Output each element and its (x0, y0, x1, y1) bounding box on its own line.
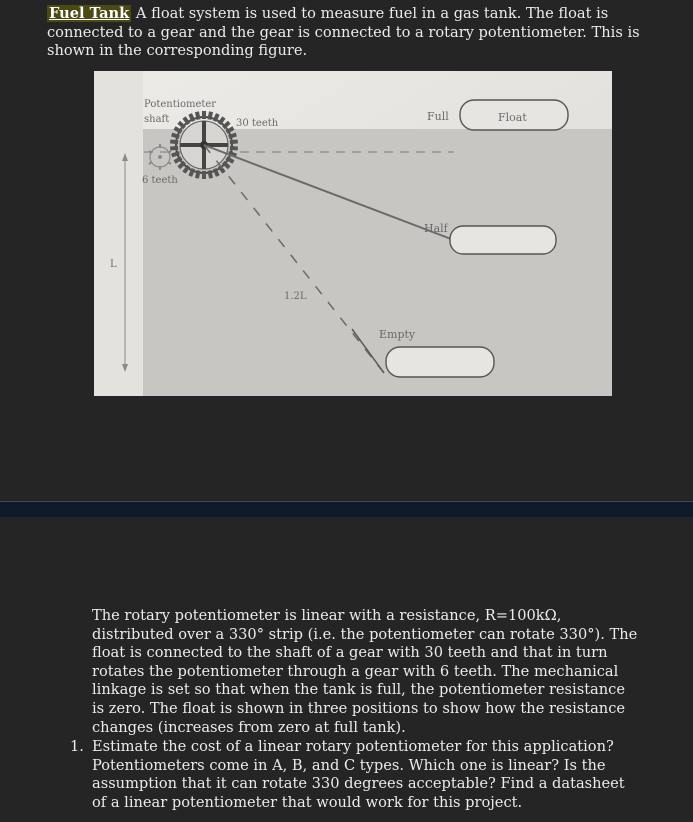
question-number: 1. (70, 738, 84, 755)
tank-height-label: L (110, 259, 117, 270)
shaft-label: shaft (144, 114, 170, 125)
question-text: Estimate the cost of a linear rotary potentiometer for this application? Potentiometers come in A, B, and C types. Which one is linear? Is the assumption that it can rotate 330 degrees acceptable? Find a datasheet of a linear potentiometer that would work for this project. (92, 738, 625, 811)
half-label: Half (424, 222, 448, 235)
empty-label: Empty (379, 328, 416, 341)
description-paragraph: The rotary potentiometer is linear with a resistance, R=100kΩ, distributed over a 330° strip (i.e. the potentiometer can rotate 330°). The float is connected to the shaft of a gear with 30 teeth and that in turn rotates the potentiometer through a gear with 6 teeth. The mechanical linkage is set so that when the tank is full, the potentiometer resistance is zero. The float is shown in three positions to show how the resistance changes (increases from zero at full tank). (92, 607, 638, 736)
arm-length-label: 1.2L (284, 291, 307, 302)
gear-6-label: 6 teeth (142, 175, 178, 186)
intro-paragraph (47, 5, 647, 61)
section-divider (0, 501, 693, 517)
full-label: Full (427, 110, 449, 123)
fuel-tank-figure (94, 71, 612, 396)
half-float (450, 226, 556, 254)
fuel-tank-heading: Fuel Tank (49, 5, 130, 22)
float-label: Float (498, 111, 527, 124)
fuel-region (143, 129, 612, 396)
empty-float (386, 347, 494, 377)
gear-30-label: 30 teeth (236, 118, 279, 129)
intro-text: A float system is used to measure fuel in a gas tank. The float is connected to a gear and the gear is connected to a rotary potentiometer. This is shown in the corresponding figure. (47, 5, 640, 60)
potentiometer-label: Potentiometer (144, 99, 217, 110)
